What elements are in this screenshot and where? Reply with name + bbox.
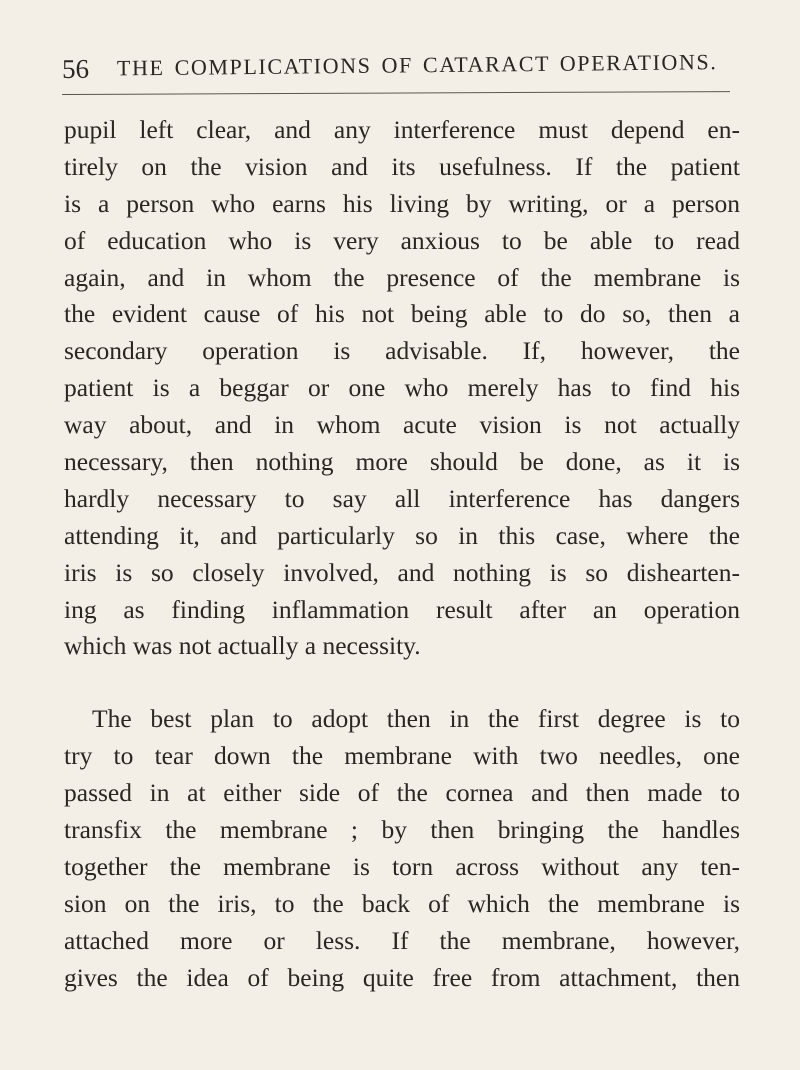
text-line: is a person who earns his living by writing, or a person [64, 188, 740, 218]
text-line: of education who is very anxious to be able to read [64, 225, 740, 255]
text-line: the evident cause of his not being able to do so, then a [64, 299, 740, 329]
body-text [64, 112, 740, 996]
text-line: patient is a beggar or one who merely has to find his [64, 373, 740, 403]
paragraph-1 [64, 112, 740, 665]
running-head: THE COMPLICATIONS OF CATARACT OPERATIONS. [116, 49, 718, 81]
text-line: together the membrane is torn across without any ten- [64, 851, 740, 881]
text-line: necessary, then nothing more should be done, as it is [64, 447, 740, 477]
paragraph-2 [64, 701, 740, 996]
text-line: iris is so closely involved, and nothing is so dishearten- [64, 557, 740, 587]
text-line: passed in at either side of the cornea and then made to [64, 778, 740, 808]
page-header [62, 43, 732, 90]
text-line: sion on the iris, to the back of which the membrane is [64, 888, 740, 918]
text-line: The best plan to adopt then in the first degree is to [92, 704, 740, 734]
text-line: transfix the membrane ; by then bringing the handles [64, 815, 740, 845]
text-line: try to tear down the membrane with two needles, one [64, 741, 740, 771]
text-line: hardly necessary to say all interference has dangers [64, 483, 740, 513]
page-number: 56 [61, 53, 90, 84]
header-rule [62, 91, 730, 95]
text-line: secondary operation is advisable. If, however, the [64, 336, 740, 366]
text-line: gives the idea of being quite free from attachment, then [64, 962, 740, 992]
text-line: which was not actually a necessity. [64, 631, 421, 661]
text-line: attached more or less. If the membrane, however, [64, 925, 740, 955]
text-line: tirely on the vision and its usefulness. If the patient [64, 151, 740, 181]
text-line: way about, and in whom acute vision is not actually [64, 410, 740, 440]
text-line: pupil left clear, and any interference must depend en- [64, 115, 740, 144]
text-line: again, and in whom the presence of the membrane is [64, 262, 740, 292]
text-line: ing as finding inflammation result after an operation [64, 594, 740, 624]
paragraph-gap [64, 665, 740, 701]
text-line: attending it, and particularly so in this case, where the [64, 520, 740, 550]
